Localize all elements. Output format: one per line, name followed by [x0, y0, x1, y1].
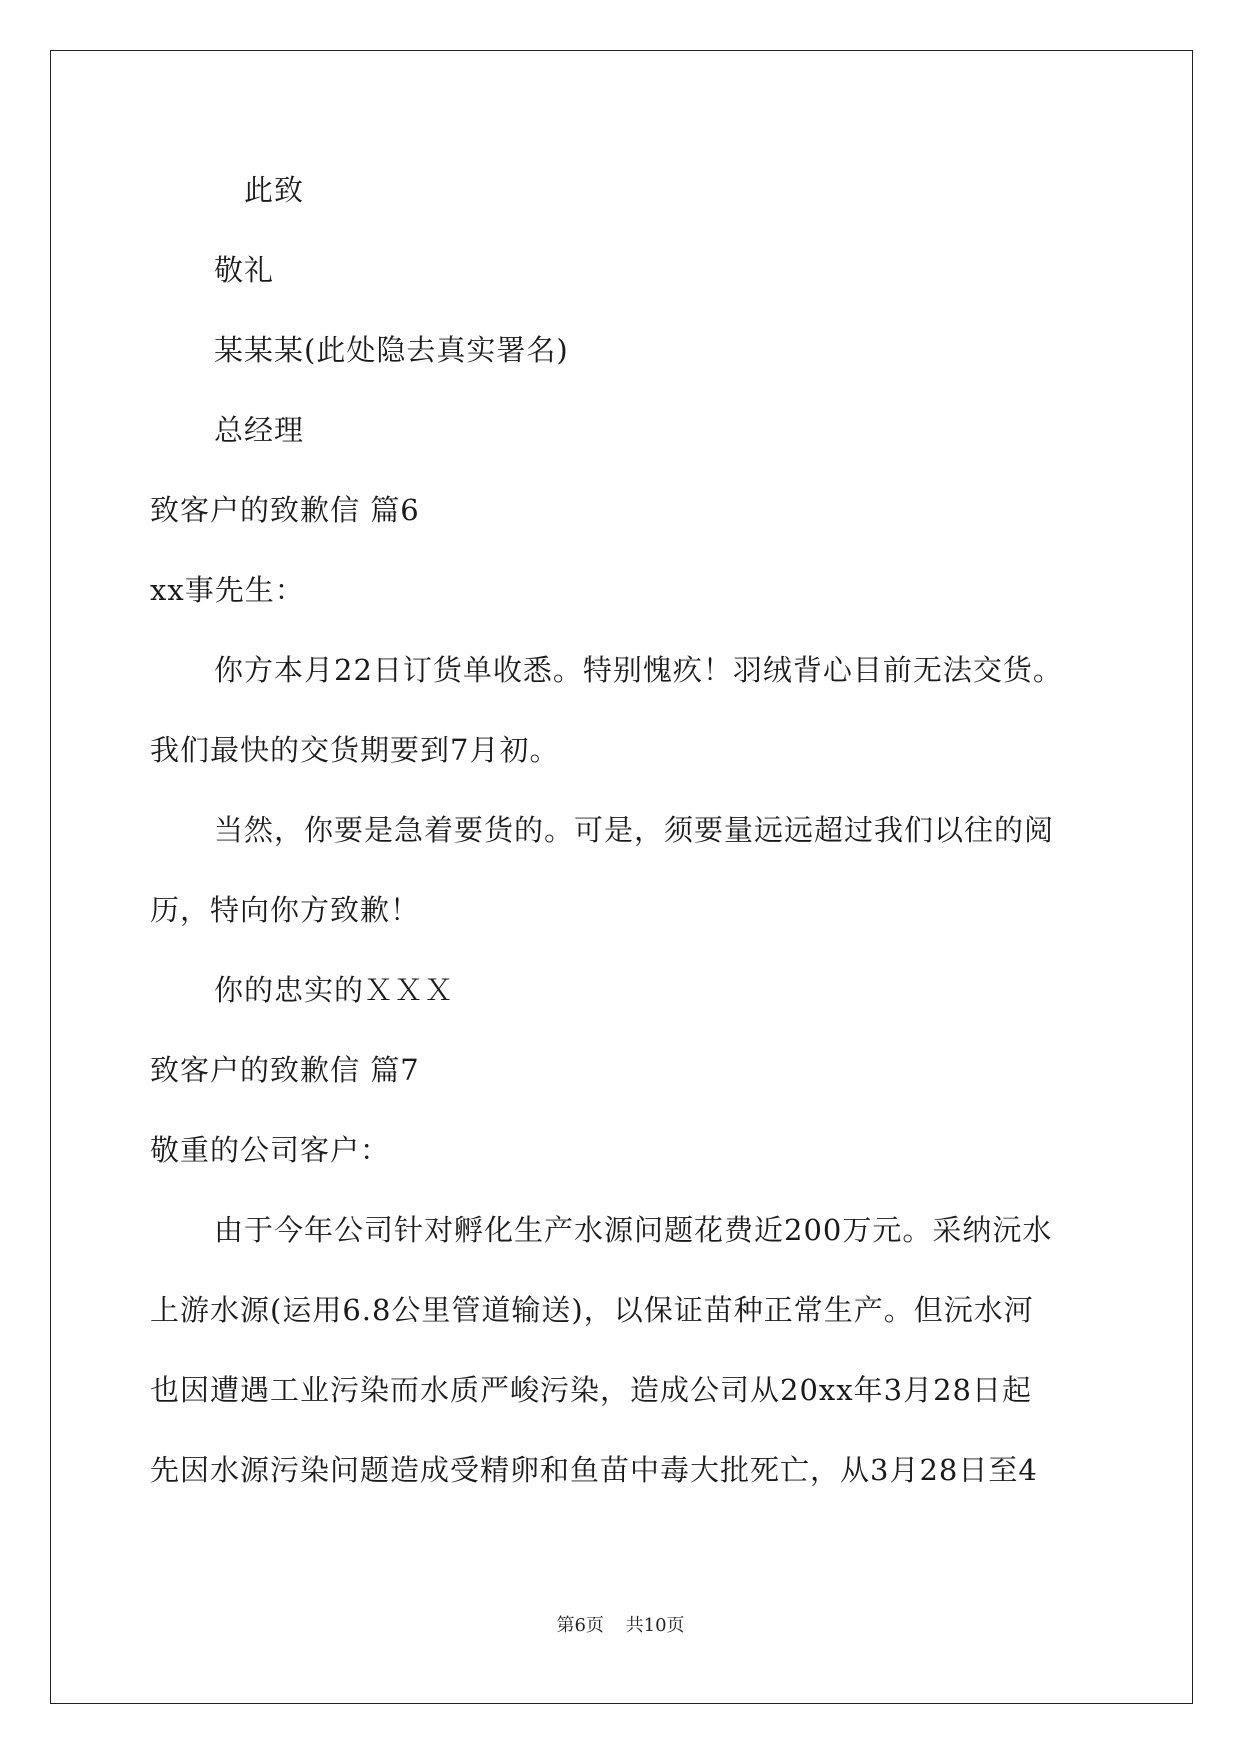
paragraph-line: 上游水源(运用6.8公里管道输送)，以保证苗种正常生产。但沅水河	[150, 1293, 1034, 1327]
page-number-total: 共10页	[625, 1615, 685, 1636]
paragraph-line: 先因水源污染问题造成受精卵和鱼苗中毒大批死亡，从3月28日至4	[150, 1453, 1038, 1487]
paragraph-line: 历，特向你方致歉！	[150, 893, 421, 927]
letter-recipient: xx事先生：	[150, 573, 305, 607]
closing-salutation: 此致	[244, 173, 305, 207]
paragraph-line: 你方本月22日订货单收悉。特别愧疚！羽绒背心目前无法交货。	[214, 653, 1063, 687]
paragraph-line: 我们最快的交货期要到7月初。	[150, 733, 560, 767]
paragraph-line: 也因遭遇工业污染而水质严峻污染，造成公司从20xx年3月28日起	[150, 1373, 1032, 1407]
signature-title: 总经理	[214, 413, 305, 447]
paragraph-line: 当然，你要是急着要货的。可是，须要量远远超过我们以往的阅	[214, 813, 1055, 847]
section-heading-6: 致客户的致歉信 篇6	[150, 493, 420, 527]
letter-signoff: 你的忠实的ＸＸＸ	[214, 973, 455, 1007]
page-number-current: 第6页	[556, 1615, 604, 1636]
page-footer	[0, 1614, 1241, 1638]
closing-regards: 敬礼	[214, 253, 275, 287]
letter-recipient: 敬重的公司客户：	[150, 1133, 391, 1167]
section-heading-7: 致客户的致歉信 篇7	[150, 1053, 420, 1087]
signature-name: 某某某(此处隐去真实署名)	[214, 333, 569, 367]
paragraph-line: 由于今年公司针对孵化生产水源问题花费近200万元。采纳沅水	[214, 1213, 1053, 1247]
